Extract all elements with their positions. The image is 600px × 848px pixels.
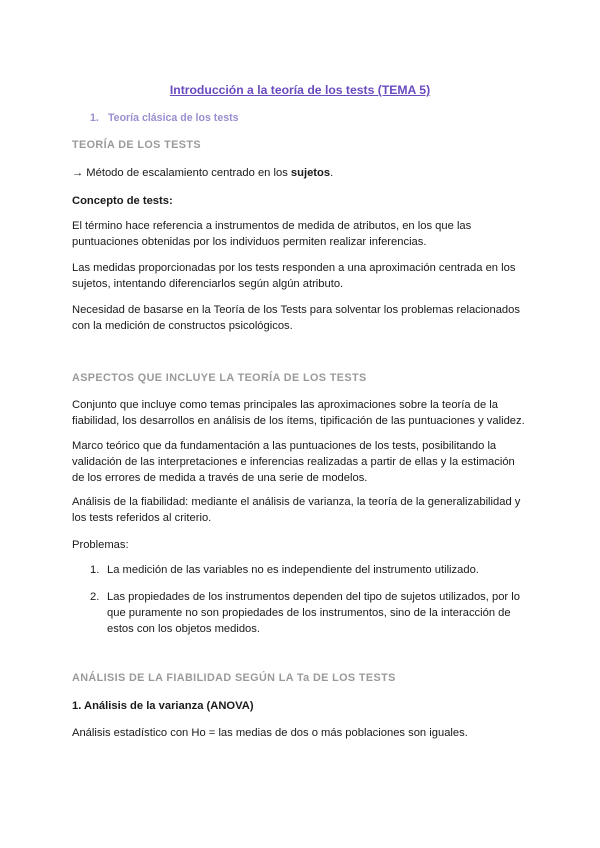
- paragraph-concept-3: Necesidad de basarse en la Teoría de los Tests para solventar los problemas relacionados con la medición de constructos psicológicos.: [72, 304, 520, 332]
- paragraph-aspectos-2: Marco teórico que da fundamentación a las puntuaciones de los tests, posibilitando la validación de las interpretaciones e inferencias realizadas a partir de ellas y la estimación de los errores de medida a través de una serie de modelos.: [72, 440, 515, 484]
- section-heading-aspectos: ASPECTOS QUE INCLUYE LA TEORÍA DE LOS TESTS: [72, 372, 367, 384]
- concept-heading: Concepto de tests:: [72, 195, 173, 207]
- paragraph-anova: Análisis estadístico con Ho = las medias de dos o más poblaciones son iguales.: [72, 727, 468, 739]
- paragraph-concept-2: Las medidas proporcionadas por los tests responden a una aproximación centrada en los sujetos, intentando diferenciarlos según algún atributo.: [72, 262, 516, 290]
- list-item-number: 2.: [90, 591, 100, 603]
- document-title: Introducción a la teoría de los tests (TEMA 5): [169, 83, 431, 97]
- list-item-text: Las propiedades de los instrumentos dependen del tipo de sujetos utilizados, por lo que puramente no son propiedades de los instrumentos, sino de la interacción de estos con los objetos medidos.: [107, 591, 520, 635]
- subsection-anova: 1. Análisis de la varianza (ANOVA): [72, 700, 254, 712]
- arrow-line-suffix: .: [330, 167, 334, 179]
- paragraph-aspectos-3: Análisis de la fiabilidad: mediante el análisis de varianza, la teoría de la generalizabilidad y los tests referidos al criterio.: [72, 496, 521, 524]
- list-item-number: 1.: [90, 564, 100, 576]
- toc-item-number: 1.: [90, 112, 99, 124]
- problems-list: [72, 562, 532, 637]
- arrow-line-text: → Método de escalamiento centrado en los: [72, 167, 291, 179]
- list-item-text: La medición de las variables no es independiente del instrumento utilizado.: [107, 564, 479, 576]
- section-heading-fiabilidad: ANÁLISIS DE LA FIABILIDAD SEGÚN LA Ta DE LOS TESTS: [72, 672, 396, 684]
- paragraph-concept-1: El término hace referencia a instrumentos de medida de atributos, en los que las puntuaciones obtenidas por los individuos permiten realizar inferencias.: [72, 220, 472, 248]
- section-heading-teoria: TEORÍA DE LOS TESTS: [72, 139, 201, 151]
- list-item: [72, 562, 532, 578]
- arrow-line: [72, 165, 530, 181]
- list-item: [72, 589, 532, 637]
- paragraph-aspectos-1: Conjunto que incluye como temas principales las aproximaciones sobre la teoría de la fiabilidad, los desarrollos en análisis de los ítems, tipificación de las puntuaciones y validez.: [72, 399, 525, 427]
- problems-label: Problemas:: [72, 539, 129, 551]
- toc-item-label: Teoría clásica de los tests: [108, 112, 239, 124]
- arrow-line-bold: sujetos: [290, 167, 331, 179]
- toc-item[interactable]: [90, 112, 239, 124]
